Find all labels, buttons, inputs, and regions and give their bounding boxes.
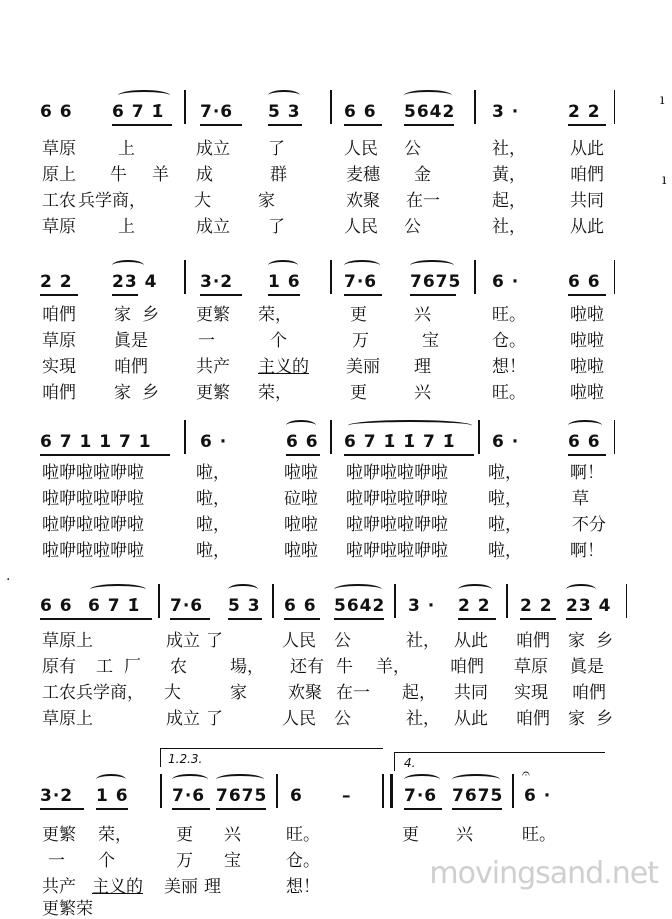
lyric-word: 美丽 <box>346 357 380 377</box>
lyric-word: 成立 <box>166 631 200 651</box>
barline <box>276 774 278 808</box>
lyric-word: 想！ <box>286 877 320 897</box>
lyric-word: 上 <box>118 217 135 237</box>
lyric-word: 一 <box>198 331 215 351</box>
barline <box>272 584 274 618</box>
lyric-word: 咱們 <box>450 657 484 677</box>
slur <box>112 260 144 271</box>
beam <box>112 124 172 126</box>
note-group: 7675 <box>216 786 268 806</box>
note-group: 7675 <box>410 272 462 292</box>
lyric-line-2 <box>0 326 672 350</box>
slur <box>566 584 596 595</box>
lyric-line-4 <box>0 536 672 560</box>
lyric-word: 麦穗 <box>346 165 380 185</box>
note-group: 6 · <box>524 786 552 806</box>
lyric-word: 人民 <box>344 217 378 237</box>
lyric-line-4 <box>0 378 672 402</box>
lyric-word: 社， <box>406 631 440 651</box>
lyric-line-2 <box>0 652 672 676</box>
note-group: 5 3 <box>228 596 261 616</box>
lyric-word: 公 <box>404 139 421 159</box>
lyric-word: 咱們 <box>516 709 550 729</box>
lyric-word: 更 <box>402 825 419 845</box>
lyric-word: 更 <box>176 825 193 845</box>
lyric-word: 啦咿啦啦咿啦 <box>42 489 144 509</box>
lyric-word: 在一 <box>406 191 440 211</box>
note-group: 6 6 <box>568 432 601 452</box>
lyric-word: 不分 <box>572 515 606 535</box>
barline <box>614 420 615 454</box>
beam <box>334 618 384 620</box>
slur <box>90 584 146 595</box>
lyric-word: 万 <box>352 331 369 351</box>
beam <box>170 618 210 620</box>
note-group: 7·6 <box>404 786 438 806</box>
lyric-word: 旺。 <box>492 383 526 403</box>
lyric-word: 啦咿啦啦咿啦 <box>42 541 144 561</box>
lyric-word: 兴 <box>414 305 431 325</box>
lyric-word: 从此 <box>570 217 604 237</box>
beam <box>344 124 382 126</box>
lyric-word: 仓。 <box>492 331 526 351</box>
lyric-line-3 <box>0 678 672 702</box>
lyric-word: 群 <box>270 165 287 185</box>
note-group: 5 3 <box>268 102 301 122</box>
barline <box>184 420 186 454</box>
note-group: 6 · <box>200 432 228 452</box>
slur <box>216 774 264 785</box>
lyric-word: 啦， <box>488 463 522 483</box>
note-group: 5642 <box>404 102 456 122</box>
barline <box>474 90 476 124</box>
watermark: movingsand.net <box>429 856 658 891</box>
lyric-word: 乡 <box>596 631 613 651</box>
note-group: 7·6 <box>170 596 204 616</box>
lyric-line-3 <box>0 186 672 210</box>
beam <box>344 294 382 296</box>
lyric-word: 啦咿啦啦咿啦 <box>346 463 448 483</box>
lyric-word: 啦啦 <box>570 305 604 325</box>
note-group: 3 · <box>492 102 520 122</box>
barline <box>478 420 480 454</box>
lyric-word: 荣， <box>258 305 292 325</box>
lyric-word: 个 <box>270 331 287 351</box>
barline <box>330 420 332 454</box>
note-group: 7·6 <box>344 272 378 292</box>
note-group: 2 2 <box>568 102 601 122</box>
lyric-word: 家 <box>230 683 247 703</box>
lyric-word: 人民 <box>282 631 316 651</box>
lyric-word: 乡 <box>142 383 159 403</box>
lyric-word: 更繁 <box>196 305 230 325</box>
lyric-word: 啦啦 <box>284 515 318 535</box>
lyric-word: 更 <box>350 383 367 403</box>
lyric-word: 实現 <box>514 683 548 703</box>
lyric-word: 家 <box>568 631 585 651</box>
page-margin-mark: ı <box>660 92 665 108</box>
lyric-word: 了 <box>206 709 223 729</box>
lyric-word: 咱們 <box>570 165 604 185</box>
note-group: 6 <box>290 786 303 806</box>
lyric-word: 社， <box>492 217 526 237</box>
lyric-word: 人民 <box>282 709 316 729</box>
lyric-word: 乡 <box>142 305 159 325</box>
lyric-word: 啦， <box>488 541 522 561</box>
beam <box>520 618 556 620</box>
lyric-word: 啦啦 <box>570 383 604 403</box>
lyric-word: 了 <box>268 217 285 237</box>
note-group: 6 · <box>492 432 520 452</box>
lyric-word: 咱們 <box>114 357 148 377</box>
lyric-word: 起， <box>402 683 436 703</box>
lyric-word: 公 <box>334 709 351 729</box>
barline <box>512 774 514 808</box>
note-group: 1 6 <box>96 786 129 806</box>
lyric-line-2 <box>0 160 672 184</box>
note-group: 7·6 <box>172 786 206 806</box>
lyric-word: 厂 <box>124 657 141 677</box>
note-group: 3·2 <box>200 272 234 292</box>
lyric-word: 草原 <box>42 139 76 159</box>
lyric-word: 啦啦 <box>284 541 318 561</box>
note-group: 2 2 <box>40 272 73 292</box>
lyric-line-1 <box>0 820 672 844</box>
lyric-word: 上 <box>118 139 135 159</box>
lyric-word: 共同 <box>454 683 488 703</box>
lyric-word: 草原 <box>42 217 76 237</box>
lyric-word: 共产 <box>196 357 230 377</box>
lyric-word: 共同 <box>570 191 604 211</box>
beam <box>200 124 242 126</box>
beam <box>40 618 152 620</box>
lyric-word: 美丽 <box>164 877 198 897</box>
lyric-word: 金 <box>414 165 431 185</box>
lyric-word: 从此 <box>454 631 488 651</box>
note-group: 2 2 <box>520 596 553 616</box>
lyric-word: 公 <box>404 217 421 237</box>
lyric-word: 黃， <box>492 165 526 185</box>
page-margin-mark: ı <box>662 172 667 188</box>
lyric-word: 咱們 <box>42 305 76 325</box>
lyric-word: 啦咿啦啦咿啦 <box>42 463 144 483</box>
lyric-word: 啦， <box>488 489 522 509</box>
lyric-word: 成立 <box>196 217 230 237</box>
lyric-word: 旺。 <box>286 825 320 845</box>
lyric-word: 成 <box>196 165 213 185</box>
lyric-word: 啦， <box>196 515 230 535</box>
barline <box>330 260 332 294</box>
barline <box>614 90 615 124</box>
lyric-line-4 <box>0 894 672 919</box>
lyric-word: 啦， <box>488 515 522 535</box>
note-group: 3 · <box>408 596 436 616</box>
lyric-word: 啊！ <box>570 463 604 483</box>
note-group: 7·6 <box>200 102 234 122</box>
slur <box>268 260 298 271</box>
lyric-word: 啦咿啦啦咿啦 <box>346 489 448 509</box>
lyric-word: 想！ <box>492 357 526 377</box>
lyric-word: 更繁荣 <box>42 899 93 919</box>
slur <box>344 260 380 271</box>
lyric-word: 羊 <box>152 165 169 185</box>
notes-row <box>0 416 672 456</box>
note-group: 6 · <box>492 272 520 292</box>
barline <box>158 584 160 618</box>
lyric-word: 旺。 <box>492 305 526 325</box>
note-group: 3·2 <box>40 786 74 806</box>
beam <box>568 124 606 126</box>
slur <box>286 420 316 431</box>
barline <box>184 260 186 294</box>
lyric-word: 啦咿啦啦咿啦 <box>42 515 144 535</box>
lyric-word: 啦， <box>196 489 230 509</box>
slur <box>458 584 492 595</box>
beam <box>404 808 442 810</box>
lyric-line-3 <box>0 510 672 534</box>
lyric-word: 工农 <box>42 191 76 211</box>
lyric-word: 大 <box>164 683 181 703</box>
lyric-word: 社， <box>406 709 440 729</box>
lyric-word: 兴 <box>224 825 241 845</box>
barline <box>184 90 186 124</box>
lyric-word: 兴 <box>414 383 431 403</box>
lyric-word: 工农兵学商， <box>42 683 144 703</box>
beam <box>410 294 456 296</box>
lyric-word: 起， <box>492 191 526 211</box>
slur <box>118 90 170 101</box>
lyric-word: 从此 <box>454 709 488 729</box>
lyric-word: 家 <box>114 383 131 403</box>
lyric-word: 万 <box>176 851 193 871</box>
notes-row <box>0 256 672 296</box>
note-group: 6 7 1̇ 1̇ 7 1̇ <box>344 432 456 452</box>
lyric-word: 砬啦 <box>284 489 318 509</box>
beam <box>344 454 474 456</box>
lyric-word: 成立 <box>196 139 230 159</box>
fermata-icon: 𝄐 <box>522 766 530 782</box>
lyric-word: 欢聚 <box>288 683 322 703</box>
beam <box>284 618 320 620</box>
note-group: 6 6 <box>284 596 317 616</box>
beam <box>452 808 502 810</box>
repeat-barline <box>390 774 393 808</box>
note-group: 6 6 <box>286 432 319 452</box>
lyric-word: 主义的 <box>92 877 143 897</box>
beam <box>216 808 266 810</box>
volta-label-2: 4. <box>404 756 416 770</box>
lyric-word: 实現 <box>42 357 76 377</box>
barline <box>394 584 396 618</box>
lyric-word: 兵学商， <box>78 191 146 211</box>
note-group: 23 4 <box>112 272 158 292</box>
note-group: 6 6 <box>568 272 601 292</box>
lyric-word: 了 <box>268 139 285 159</box>
lyric-word: 更繁 <box>42 825 76 845</box>
lyric-word: 共产 <box>42 877 76 897</box>
note-group: 2 2 <box>458 596 491 616</box>
lyric-word: 咱們 <box>516 631 550 651</box>
barline <box>614 260 615 294</box>
lyric-word: 啦啦 <box>284 463 318 483</box>
note-group: 6 7 1̇ <box>88 596 141 616</box>
lyric-line-1 <box>0 134 672 158</box>
lyric-word: 家 <box>258 191 275 211</box>
slur <box>568 420 602 431</box>
note-group: 1 6 <box>268 272 301 292</box>
lyric-word: 欢聚 <box>346 191 380 211</box>
lyric-word: 宝 <box>422 331 439 351</box>
beam <box>268 294 300 296</box>
barline <box>160 774 162 808</box>
lyric-word: 啦， <box>196 463 230 483</box>
lyric-word: 公 <box>334 631 351 651</box>
barline <box>474 260 476 294</box>
lyric-line-2 <box>0 484 672 508</box>
lyric-word: 眞是 <box>570 657 604 677</box>
lyric-word: 荣， <box>98 825 132 845</box>
beam <box>40 454 170 456</box>
note-group: 6 6 <box>344 102 377 122</box>
slur <box>228 584 258 595</box>
beam <box>96 808 128 810</box>
slur <box>404 774 440 785</box>
lyric-word: 咱們 <box>572 683 606 703</box>
notes-row <box>0 86 672 126</box>
slur <box>96 774 126 785</box>
lyric-word: 农 <box>170 657 187 677</box>
lyric-word: 草 <box>572 489 589 509</box>
page-margin-mark: . <box>6 568 11 584</box>
barline <box>382 774 384 808</box>
lyric-word: 理 <box>204 877 221 897</box>
lyric-line-1 <box>0 458 672 482</box>
beam <box>568 454 606 456</box>
note-group: 6 6 <box>40 102 73 122</box>
lyric-word: 啦咿啦啦咿啦 <box>346 541 448 561</box>
lyric-word: 場， <box>230 657 264 677</box>
beam <box>566 618 592 620</box>
lyric-word: 啦咿啦啦咿啦 <box>346 515 448 535</box>
lyric-word: 原有 <box>42 657 76 677</box>
lyric-line-1 <box>0 300 672 324</box>
lyric-word: 理 <box>414 357 431 377</box>
lyric-line-4 <box>0 212 672 236</box>
lyric-word: 个 <box>98 851 115 871</box>
lyric-word: 草原 <box>514 657 548 677</box>
lyric-word: 草原上 <box>42 709 93 729</box>
lyric-word: 还有 <box>290 657 324 677</box>
lyric-word: 草原上 <box>42 631 93 651</box>
lyric-word: 人民 <box>344 139 378 159</box>
slur <box>410 260 454 271</box>
note-group: 7675 <box>452 786 504 806</box>
lyric-line-3 <box>0 352 672 376</box>
barline <box>626 584 627 618</box>
beam <box>112 294 138 296</box>
lyric-word: 大 <box>194 191 211 211</box>
lyric-word: 在一 <box>336 683 370 703</box>
lyric-word: 乡 <box>596 709 613 729</box>
lyric-word: 成立 <box>166 709 200 729</box>
lyric-word: 草原 <box>42 331 76 351</box>
note-group: 6 7 1 1 7 1 <box>40 432 152 452</box>
notes-row <box>0 580 672 620</box>
lyric-line-4 <box>0 704 672 728</box>
slur <box>452 774 500 785</box>
note-group: 5642 <box>334 596 386 616</box>
lyric-word: 了 <box>206 631 223 651</box>
lyric-word: 牛 <box>110 165 127 185</box>
lyric-word: 更 <box>350 305 367 325</box>
lyric-word: 主义的 <box>258 357 309 377</box>
barline <box>506 584 508 618</box>
lyric-word: 旺。 <box>522 825 556 845</box>
lyric-word: 啊！ <box>570 541 604 561</box>
lyric-line-1 <box>0 626 672 650</box>
beam <box>200 294 242 296</box>
note-group: 6 7 1̇ <box>112 102 165 122</box>
beam <box>458 618 496 620</box>
lyric-word: 啦啦 <box>570 331 604 351</box>
lyric-word: 咱們 <box>42 383 76 403</box>
lyric-word: 家 <box>114 305 131 325</box>
lyric-word: 啦， <box>196 541 230 561</box>
lyric-word: 一 <box>48 851 65 871</box>
volta-label-1: 1.2.3. <box>168 752 203 766</box>
lyric-word: 眞是 <box>114 331 148 351</box>
lyric-word: 原上 <box>42 165 76 185</box>
slur <box>404 90 452 101</box>
lyric-word: 从此 <box>570 139 604 159</box>
lyric-word: 工 <box>96 657 113 677</box>
slur <box>172 774 208 785</box>
slur <box>268 90 300 101</box>
lyric-word: 家 <box>568 709 585 729</box>
beam <box>568 294 606 296</box>
barline <box>330 90 332 124</box>
lyric-word: 啦啦 <box>570 357 604 377</box>
beam <box>286 454 320 456</box>
beam <box>228 618 262 620</box>
lyric-word: 羊， <box>376 657 410 677</box>
note-group: – <box>342 786 352 806</box>
beam <box>172 808 210 810</box>
lyric-word: 兴 <box>456 825 473 845</box>
beam <box>40 294 78 296</box>
lyric-word: 仓。 <box>286 851 320 871</box>
beam <box>40 808 84 810</box>
beam <box>404 124 454 126</box>
lyric-word: 社， <box>492 139 526 159</box>
lyric-word: 更繁 <box>196 383 230 403</box>
note-group: 6 6 <box>40 596 73 616</box>
note-group: 23 4 <box>566 596 612 616</box>
lyric-word: 宝 <box>224 851 241 871</box>
lyric-word: 牛 <box>336 657 353 677</box>
notes-row <box>0 766 672 810</box>
slur <box>348 420 472 431</box>
volta-bracket-2 <box>394 752 605 771</box>
slur <box>334 584 382 595</box>
lyric-word: 荣， <box>258 383 292 403</box>
beam <box>268 124 302 126</box>
